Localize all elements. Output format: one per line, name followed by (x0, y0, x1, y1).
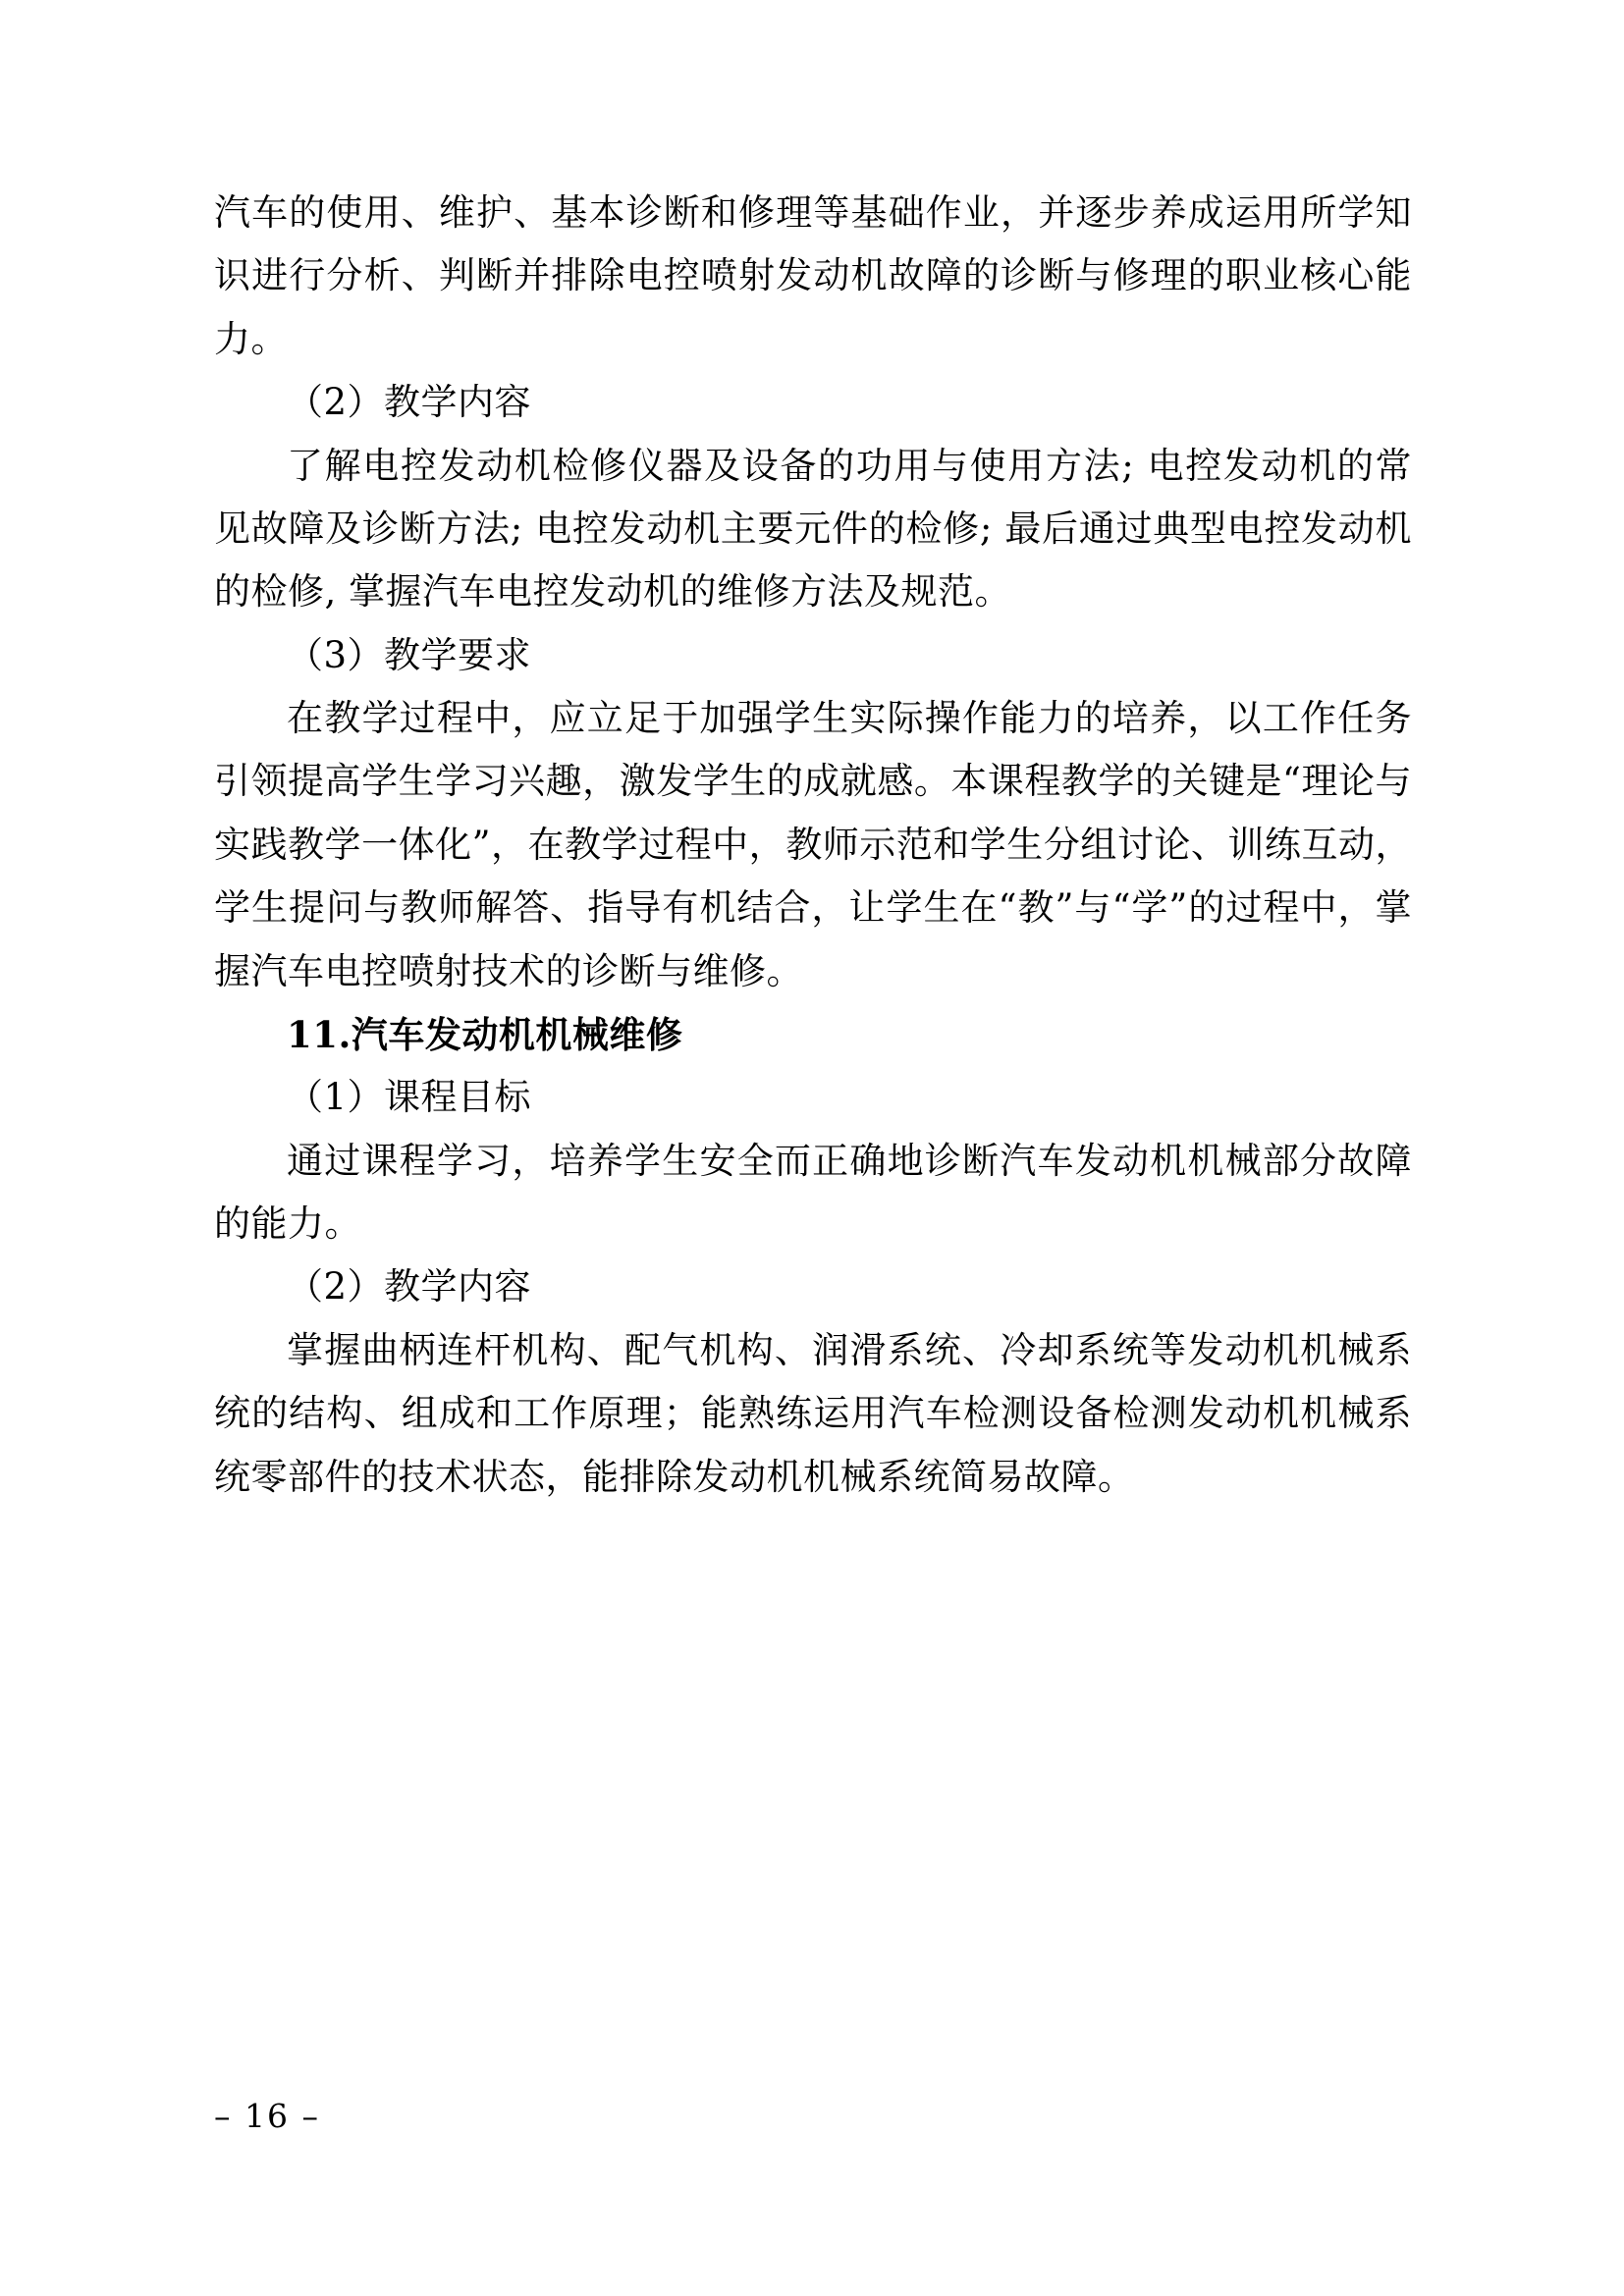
paragraph-continuation: 汽车的使用、维护、基本诊断和修理等基础作业，并逐步养成运用所学知识进行分析、判断并排除电控喷射发动机故障的诊断与修理的职业核心能力。 (214, 191, 1412, 360)
paragraph-teaching-requirements: 在教学过程中，应立足于加强学生实际操作能力的培养，以工作任务引领提高学生学习兴趣，激发学生的成就感。本课程教学的关键是“理论与实践教学一体化”，在教学过程中，教师示范和学生分组讨论、训练互动，学生提问与教师解答、指导有机结合，让学生在“教”与“学”的过程中，掌握汽车电控喷射技术的诊断与维修。 (214, 697, 1412, 992)
section-label-teaching-requirements: （3）教学要求 (287, 633, 532, 676)
paragraph-teaching-content-2: 掌握曲柄连杆机构、配气机构、润滑系统、冷却系统等发动机机械系统的结构、组成和工作原理；能熟练运用汽车检测设备检测发动机机械系统零部件的技术状态，能排除发动机机械系统简易故障。 (214, 1328, 1412, 1498)
page-number: – 16 – (214, 2097, 320, 2135)
section-label-teaching-content-1: （2）教学内容 (287, 381, 532, 424)
section-label-course-objective: （1）课程目标 (287, 1076, 532, 1119)
page-body (214, 182, 1412, 1509)
heading-11-engine-mechanical-repair: 11.汽车发动机机械维修 (287, 1012, 683, 1056)
section-label-teaching-content-2: （2）教学内容 (287, 1265, 532, 1308)
paragraph-course-objective: 通过课程学习，培养学生安全而正确地诊断汽车发动机机械部分故障的能力。 (214, 1139, 1412, 1245)
paragraph-teaching-content-1: 了解电控发动机检修仪器及设备的功用与使用方法; 电控发动机的常见故障及诊断方法; 电控发动机主要元件的检修; 最后通过典型电控发动机的检修, 掌握汽车电控发动机的维修方法及规范。 (214, 444, 1412, 614)
